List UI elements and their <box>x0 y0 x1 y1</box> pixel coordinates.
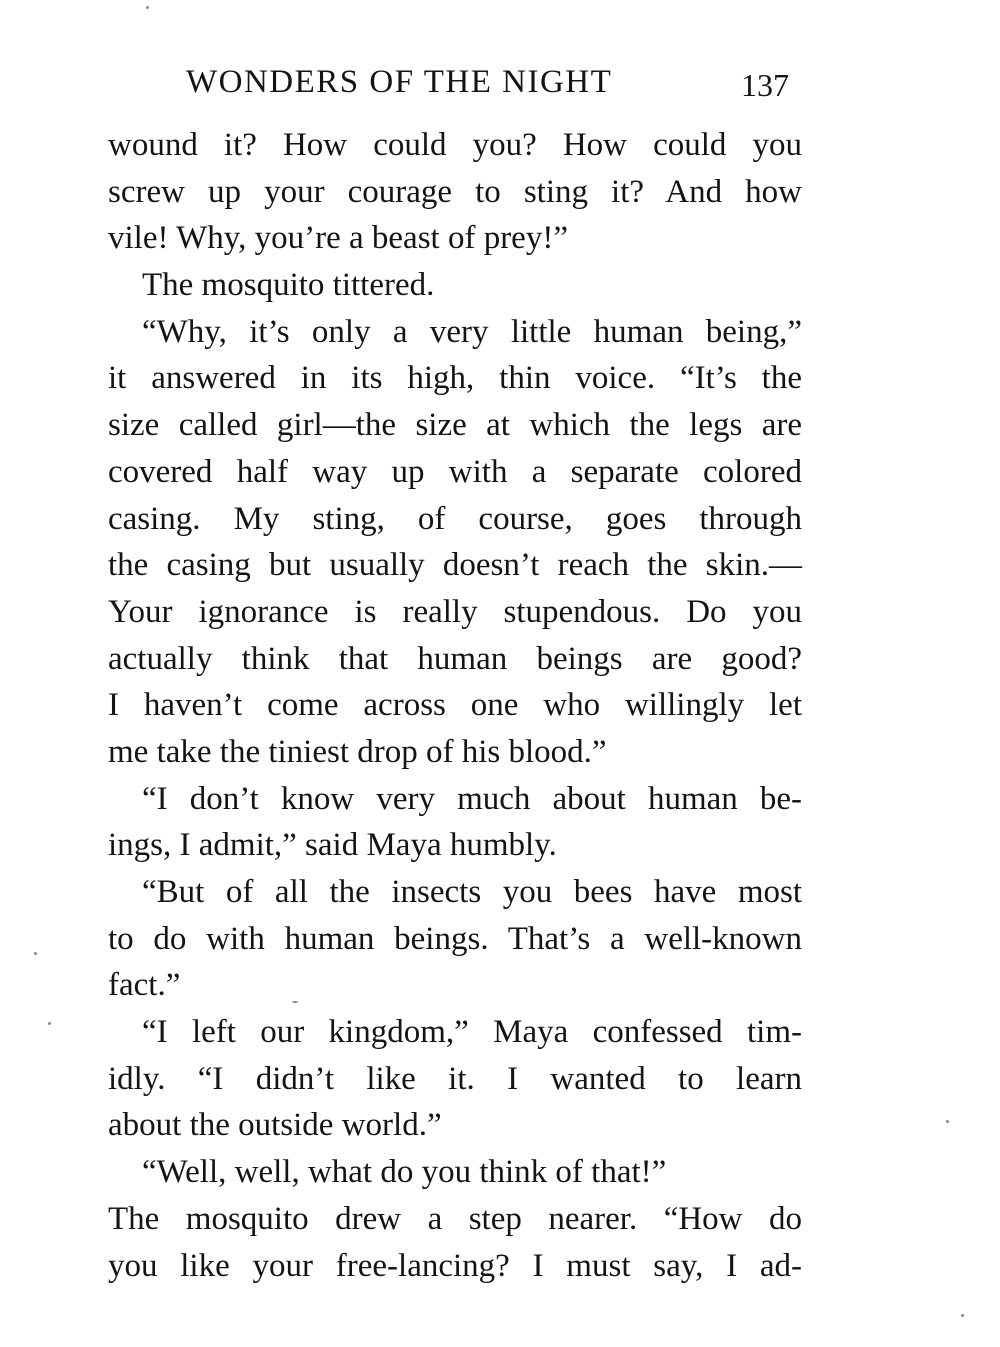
text-line: covered half way up with a separate colored <box>108 453 802 490</box>
text-line: me take the tiniest drop of his blood.” <box>108 733 607 770</box>
paper-speck <box>34 952 37 955</box>
chapter-title: WONDERS OF THE NIGHT <box>186 64 613 100</box>
text-line: The mosquito drew a step nearer. “How do <box>108 1200 802 1237</box>
text-line: vile! Why, you’re a beast of prey!” <box>108 220 568 257</box>
paper-speck <box>146 6 149 9</box>
text-line: wound it? How could you? How could you <box>108 127 802 163</box>
text-line: casing. My sting, of course, goes through <box>108 500 802 537</box>
paragraph-first-line: “I don’t know very much about human be- <box>142 780 802 817</box>
paragraph-first-line: “Well, well, what do you think of that!” <box>142 1154 667 1191</box>
text-line: ings, I admit,” said Maya humbly. <box>108 827 557 864</box>
paper-speck <box>946 1120 949 1123</box>
running-head <box>186 64 806 114</box>
text-line: the casing but usually doesn’t reach the skin.— <box>108 547 802 584</box>
text-line: I haven’t come across one who willingly let <box>108 687 802 724</box>
text-line: to do with human beings. That’s a well-known <box>108 920 802 957</box>
body-text <box>108 122 802 1289</box>
text-line: it answered in its high, thin voice. “It’s the <box>108 360 802 397</box>
text-line: Your ignorance is really stupendous. Do you <box>108 593 802 630</box>
paper-speck <box>292 1001 298 1003</box>
paragraph-first-line: The mosquito tittered. <box>142 267 435 304</box>
paper-speck <box>48 1022 51 1025</box>
paragraph-first-line: “Why, it’s only a very little human being,” <box>142 313 802 350</box>
page-number: 137 <box>741 67 789 103</box>
paragraph-first-line: “I left our kingdom,” Maya confessed tim- <box>142 1014 802 1051</box>
text-line: about the outside world.” <box>108 1107 442 1144</box>
paper-speck <box>961 1314 964 1317</box>
text-line: actually think that human beings are good? <box>108 640 802 677</box>
text-line: size called girl—the size at which the legs are <box>108 407 802 444</box>
text-line: screw up your courage to sting it? And how <box>108 173 802 210</box>
text-line: idly. “I didn’t like it. I wanted to learn <box>108 1060 802 1097</box>
paragraph-first-line: “But of all the insects you bees have most <box>142 874 802 910</box>
text-line: fact.” <box>108 967 181 1004</box>
text-line: you like your free-lancing? I must say, I ad- <box>108 1247 802 1284</box>
